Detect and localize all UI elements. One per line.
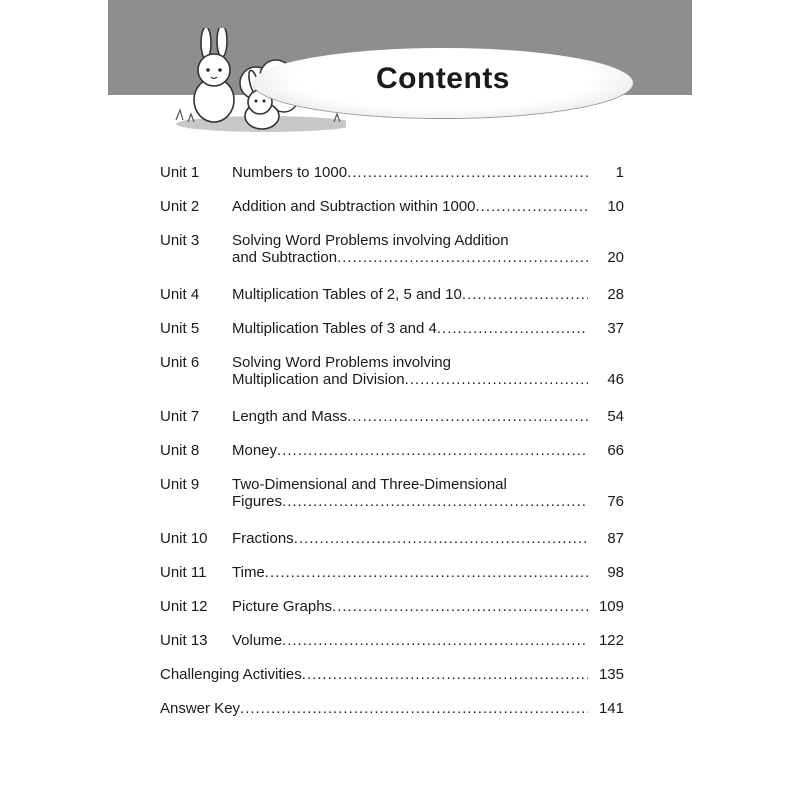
entry-title-line: Two-Dimensional and Three-Dimensional (232, 476, 507, 493)
entry-title-text: Time (232, 564, 265, 581)
dot-leader (462, 286, 588, 303)
unit-label: Unit 8 (160, 442, 200, 459)
page-number: 141 (598, 700, 624, 717)
unit-label: Unit 1 (160, 164, 200, 181)
entry-title-text: Numbers to 1000 (232, 164, 348, 181)
entry-title-line: Solving Word Problems involving (232, 354, 451, 371)
entry-title-line-with-leader (232, 493, 588, 510)
page-number: 98 (607, 564, 624, 581)
entry-title-line-with-leader (160, 700, 588, 717)
entry-title-text: Addition and Subtraction within 1000 (232, 198, 476, 215)
dot-leader (277, 442, 588, 459)
dot-leader (405, 371, 588, 388)
entry-title-line-with-leader (232, 371, 588, 388)
page-number: 66 (607, 442, 624, 459)
unit-label: Unit 4 (160, 286, 200, 303)
page-title: Contents (376, 62, 510, 95)
dot-leader (347, 408, 588, 425)
dot-leader (337, 249, 588, 266)
page-number: 46 (607, 371, 624, 388)
dot-leader (332, 598, 588, 615)
entry-title (160, 700, 588, 717)
entry-title (232, 598, 588, 615)
entry-title-text: Picture Graphs (232, 598, 333, 615)
entry-title-text: Fractions (232, 530, 294, 547)
entry-title (232, 564, 588, 581)
entry-title-text: Figures (232, 493, 283, 510)
entry-title-line-with-leader (232, 408, 588, 425)
entry-title-text: and Subtraction (232, 249, 338, 266)
entry-title (232, 530, 588, 547)
entry-title (232, 476, 588, 510)
entry-title-line-with-leader (232, 198, 588, 215)
entry-title-text: Challenging Activities (160, 666, 302, 683)
page-number: 37 (607, 320, 624, 337)
entry-title-line-with-leader (232, 598, 588, 615)
page-number: 1 (615, 164, 624, 181)
unit-label: Unit 9 (160, 476, 200, 493)
entry-title (160, 666, 588, 683)
dot-leader (437, 320, 588, 337)
entry-title (232, 408, 588, 425)
page-number: 28 (607, 286, 624, 303)
page-number: 54 (607, 408, 624, 425)
entry-title-text: Money (232, 442, 278, 459)
page-number: 87 (607, 530, 624, 547)
page-number: 76 (607, 493, 624, 510)
page-number: 20 (607, 249, 624, 266)
entry-title-line-with-leader (232, 632, 588, 649)
unit-label: Unit 11 (160, 564, 207, 581)
entry-title-text: Length and Mass (232, 408, 348, 425)
unit-label: Unit 5 (160, 320, 200, 337)
entry-title (232, 232, 588, 266)
entry-title-line-with-leader (160, 666, 588, 683)
unit-label: Unit 12 (160, 598, 208, 615)
page-number: 122 (598, 632, 624, 649)
entry-title-text: Answer Key (160, 700, 241, 717)
entry-title-text: Volume (232, 632, 283, 649)
entry-title (232, 632, 588, 649)
dot-leader (282, 632, 588, 649)
contents-page (108, 0, 692, 800)
entry-title (232, 354, 588, 388)
dot-leader (476, 198, 588, 215)
dot-leader (240, 700, 588, 717)
unit-label: Unit 2 (160, 198, 200, 215)
entry-title-line-with-leader (232, 164, 588, 181)
unit-label: Unit 3 (160, 232, 200, 249)
entry-title-line-with-leader (232, 442, 588, 459)
unit-label: Unit 13 (160, 632, 208, 649)
entry-title (232, 320, 588, 337)
entry-title-text: Multiplication Tables of 2, 5 and 10 (232, 286, 462, 303)
entry-title-line-with-leader (232, 286, 588, 303)
entry-title-line-with-leader (232, 530, 588, 547)
unit-label: Unit 6 (160, 354, 200, 371)
entry-title (232, 442, 588, 459)
dot-leader (265, 564, 588, 581)
entry-title-line-with-leader (232, 320, 588, 337)
page-number: 135 (598, 666, 624, 683)
entry-title (232, 286, 588, 303)
entry-title-line-with-leader (232, 564, 588, 581)
unit-label: Unit 7 (160, 408, 200, 425)
dot-leader (347, 164, 588, 181)
entry-title (232, 198, 588, 215)
dot-leader (294, 530, 588, 547)
page-number: 10 (607, 198, 624, 215)
dot-leader (282, 493, 588, 510)
entry-title-text: Multiplication and Division (232, 371, 405, 388)
entry-title-text: Multiplication Tables of 3 and 4 (232, 320, 437, 337)
page-number: 109 (598, 598, 624, 615)
entry-title-line: Solving Word Problems involving Addition (232, 232, 509, 249)
entry-title (232, 164, 588, 181)
dot-leader (302, 666, 588, 683)
entry-title-line-with-leader (232, 249, 588, 266)
unit-label: Unit 10 (160, 530, 208, 547)
